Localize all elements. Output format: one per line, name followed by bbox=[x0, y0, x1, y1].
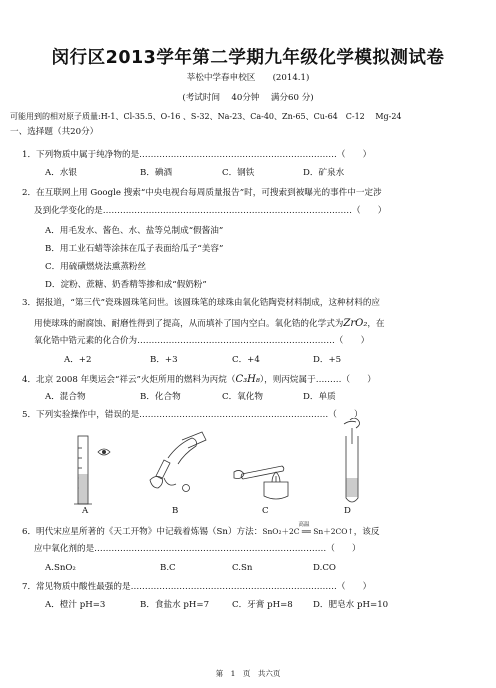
question-3-cont bbox=[34, 318, 385, 330]
school-line: 莘松中学春申校区 (2014.1) bbox=[186, 73, 310, 83]
formula-c3h8: C₃H₈ bbox=[235, 374, 260, 385]
atomic-masses: 可能用到的相对原子质量:H-1、Cl-35.5、O-16 、S-32、Na-23、Ca-40、Zn-65、Cu-64 C-12 Mg-24 bbox=[10, 112, 402, 121]
figure-label-d: D bbox=[344, 506, 351, 516]
figure-label-b: B bbox=[172, 506, 179, 516]
question-3-text: 用使球珠的耐腐蚀、耐磨性得到了提高，从而填补了国内空白。氧化锆的化学式为 bbox=[34, 319, 344, 329]
option: A.SnO₂ bbox=[45, 563, 76, 573]
question-4-text: 4．北京 2008 年奥运会“祥云”火炬所用的燃料为丙烷（ bbox=[22, 375, 236, 385]
exam-info: (考试时间 40分钟 满分60 分) bbox=[182, 93, 314, 103]
question-2-cont: 及到化学变化的是……………………………………………………………………………（ ） bbox=[34, 206, 387, 216]
question-3-text-b: ，在 bbox=[367, 319, 385, 329]
option: C．钢铁 bbox=[222, 168, 255, 178]
option: B．碘酒 bbox=[140, 168, 173, 178]
option: C．氧化物 bbox=[222, 392, 263, 402]
option: A．橙汁 pH=3 bbox=[45, 600, 106, 610]
equation-text: SnO₂＋2C ══ Sn＋2CO↑ bbox=[262, 527, 354, 536]
page-footer: 第 1 页 共六页 bbox=[215, 669, 281, 678]
question-6-text: 6．明代宋应星所著的《天工开物》中记载着炼锡（Sn）方法： bbox=[22, 527, 263, 537]
question-4-text-b: ），则丙烷属于………（ ） bbox=[259, 375, 376, 385]
figure-label-c: C bbox=[262, 506, 269, 516]
figure-a-cylinder bbox=[74, 436, 110, 504]
figure-d-dropper bbox=[344, 418, 360, 502]
option: A．用毛发水、酱色、水、盐等兑制成“假酱油” bbox=[45, 226, 224, 236]
option: B．用工业石蜡等涂抹在瓜子表面给瓜子“美容” bbox=[45, 244, 224, 254]
option: D.CO bbox=[313, 563, 336, 573]
question-1: 1．下列物质中属于纯净物的是……………………………………………………………（ ） bbox=[22, 150, 372, 160]
option: B．+3 bbox=[150, 355, 178, 365]
formula-zro2: ZrO₂ bbox=[343, 318, 368, 329]
figure-label-a: A bbox=[82, 506, 89, 516]
question-6-cont: 应中氧化剂的是………………………………………………………………………（ ） bbox=[34, 544, 361, 554]
question-6-text-b: ，该反 bbox=[353, 527, 380, 537]
question-3: 3．据报道，“第三代”瓷珠圆珠笔问世。该圆珠笔的球珠由氧化锆陶瓷材料制成，这种材料的应 bbox=[22, 298, 381, 308]
question-5: 5．下列实验操作中，错误的是…………………………………………………………（ ） bbox=[22, 410, 363, 420]
option: D．淀粉、蔗糖、奶香精等掺和成“假奶粉” bbox=[45, 280, 207, 290]
option: B．化合物 bbox=[140, 392, 181, 402]
equation-condition: 高温 bbox=[298, 522, 310, 528]
option: D．肥皂水 pH=10 bbox=[313, 600, 389, 610]
option: C．+4 bbox=[232, 355, 260, 365]
option: C．牙膏 pH=8 bbox=[232, 600, 293, 610]
figure-b-pouring bbox=[150, 432, 206, 492]
figure-c-heating bbox=[234, 466, 288, 499]
experiment-figures bbox=[64, 418, 394, 508]
equation-sn bbox=[262, 522, 354, 536]
page-title: 闵行区2013学年第二学期九年级化学模拟测试卷 bbox=[51, 48, 445, 68]
section-heading: 一、选择题（共20分） bbox=[10, 127, 99, 137]
option: D．矿泉水 bbox=[303, 168, 345, 178]
question-6 bbox=[22, 522, 380, 538]
option: B．食盐水 pH=7 bbox=[140, 600, 210, 610]
question-2: 2．在互联网上用 Google 搜索“中央电视台每周质量报告”时，可搜索到被曝光的事件中一定涉 bbox=[22, 188, 382, 198]
option: B.C bbox=[160, 563, 176, 573]
option: C.Sn bbox=[232, 563, 253, 573]
question-7: 7．常见物质中酸性最强的是………………………………………………………………（ ） bbox=[22, 582, 372, 592]
question-3-cont2: 氧化锆中锆元素的化合价为……………………………………………………………（ ） bbox=[34, 336, 370, 346]
option: A．+2 bbox=[64, 355, 92, 365]
question-4 bbox=[22, 374, 376, 386]
option: D．单质 bbox=[303, 392, 336, 402]
option: A．水银 bbox=[45, 168, 77, 178]
option: D．+5 bbox=[313, 355, 342, 365]
option: C．用硫磺燃烧法熏蒸粉丝 bbox=[45, 262, 147, 272]
option: A．混合物 bbox=[45, 392, 86, 402]
